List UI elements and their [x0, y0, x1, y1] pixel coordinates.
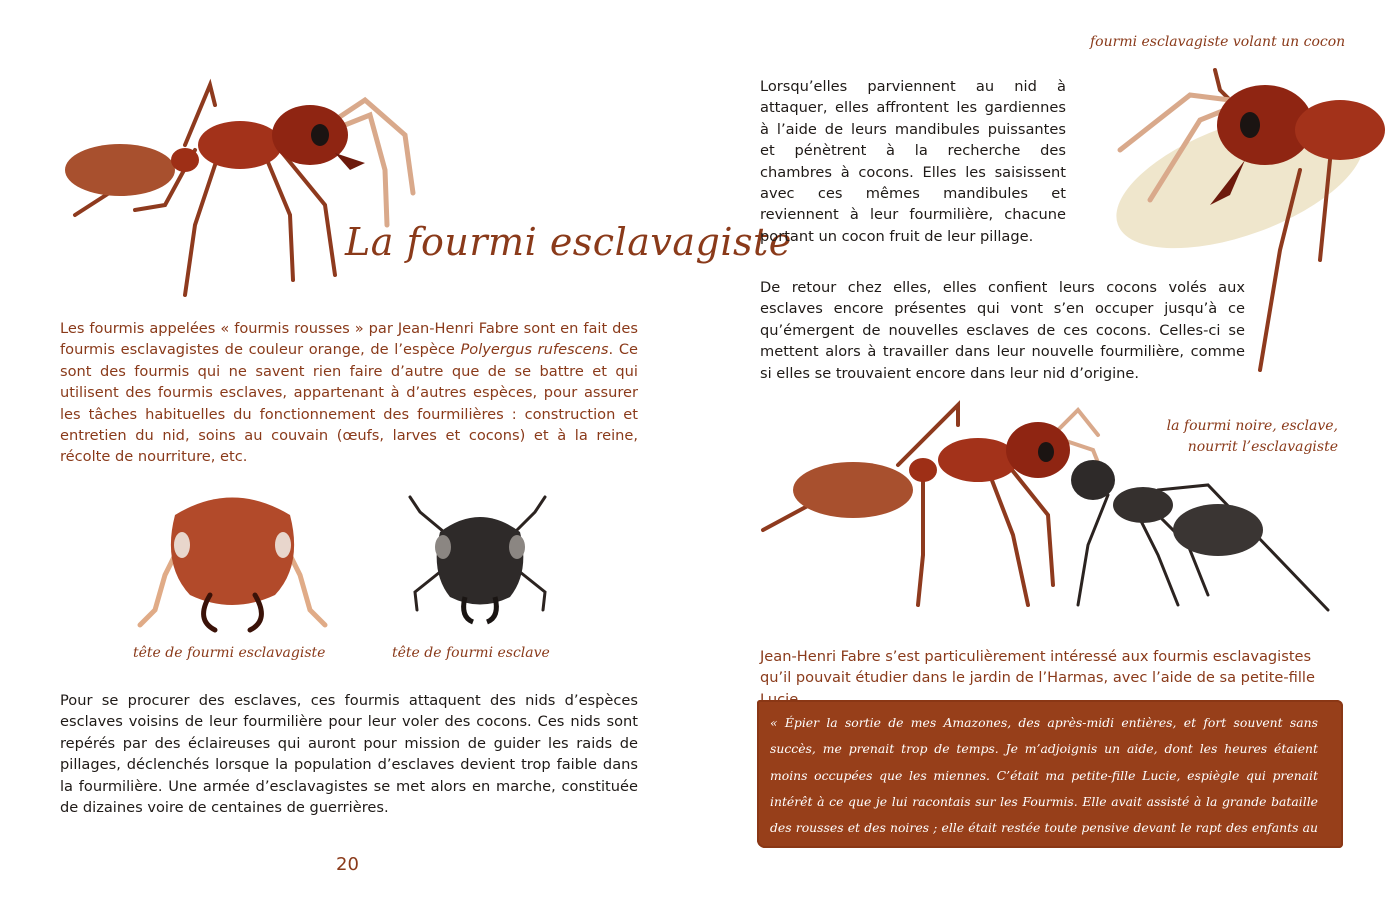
species-name: Polyergus rufescens: [460, 341, 609, 359]
attack-paragraph: Lorsqu’elles parviennent au nid à attaquer, elles affrontent les gardiennes à l’aide de leurs mandibules puissantes et pénètrent à la recherche des chambres à cocons. Elles les saisissent avec ces mêmes mandibules et reviennent à leur fourmilière, chacune portant un cocon fruit de leur pillage.: [760, 78, 1066, 245]
slaver-ant-illustration: [35, 75, 425, 305]
slave-feeding-slaver-illustration: [758, 395, 1338, 620]
fabre-paragraph: Jean-Henri Fabre s’est particulièrement intéressé aux fourmis esclavagistes qu’il pouvait étudier dans le jardin de l’Harmas, avec l’aide de sa petite-fille: [760, 648, 1315, 687]
intro-text-start: Les fourmis appelées « fourmis rousses » par Jean-Henri Fabre sont en fait des fourmis esclavagistes de couleur orange, de l’espèce: [60, 320, 638, 359]
return-paragraph: De retour chez elles, elles confient leurs cocons volés aux esclaves encore présentes qui vont s’en occuper jusqu’à ce qu’émergent de nouvelles esclaves de ces cocons. Celles-ci se mettent alors à travailler dans leur nouvelle fourmilière, comme si elles se trouvaient encore dans leur nid d’origine.: [760, 279, 1245, 382]
raid-paragraph: Pour se procurer des esclaves, ces fourmis attaquent des nids d’espèces esclaves voisins de leur fourmilière pour leur voler des cocons. Ces nids sont repérés par des éclaireuses qui auront pour mission de guider les raids de pillages, déclenchés lorsque la population d’esclaves devient trop faible dans la fourmilière. Une armée d’esclavagistes se met alors en marche, constituée de dizaines voire de centaines de guerrières.: [60, 692, 638, 817]
caption-feeding-line2: nourrit l’esclavagiste: [1187, 439, 1338, 455]
slaver-ant-head-illustration: [135, 485, 330, 640]
slave-ant-head-illustration: [405, 492, 555, 632]
caption-slave-head: tête de fourmi esclave: [392, 645, 550, 661]
intro-text-end: . Ce sont des fourmis qui ne savent rien faire d’autre que de se battre et qui utilisent des fourmis esclaves, appartenant à d’autres espèces, pour assurer les tâches habituelles du fonctionnement des fourmilières : construction et entretien du nid, soins au couvain (œufs, larves et cocons) et à la reine, récolte de nourriture, etc.: [60, 341, 638, 466]
page-title: La fourmi esclavagiste: [345, 220, 792, 264]
caption-feeding-line1: la fourmi noire, esclave,: [1166, 418, 1338, 434]
fabre-quote: « Épier la sortie de mes Amazones, des après-midi entières, et fort souvent sans succès, me prenait trop de temps. Je m’adjoignis un aide, dont les heures étaient moins occupées que les miennes. C’était ma petite-fille Lucie, espiègle qui prenait intérêt à ce que je lui racontais sur les Fourmis. Elle avait assisté à la grande bataille des rousses et des noires ; elle était restée toute pensive devant le rapt des enfants au maillot. »: [770, 715, 1318, 862]
intro-paragraph: [60, 318, 638, 468]
page-number: 20: [336, 854, 359, 875]
caption-flying-ant: fourmi esclavagiste volant un cocon: [1090, 34, 1346, 50]
caption-slaver-head: tête de fourmi esclavagiste: [133, 645, 326, 661]
